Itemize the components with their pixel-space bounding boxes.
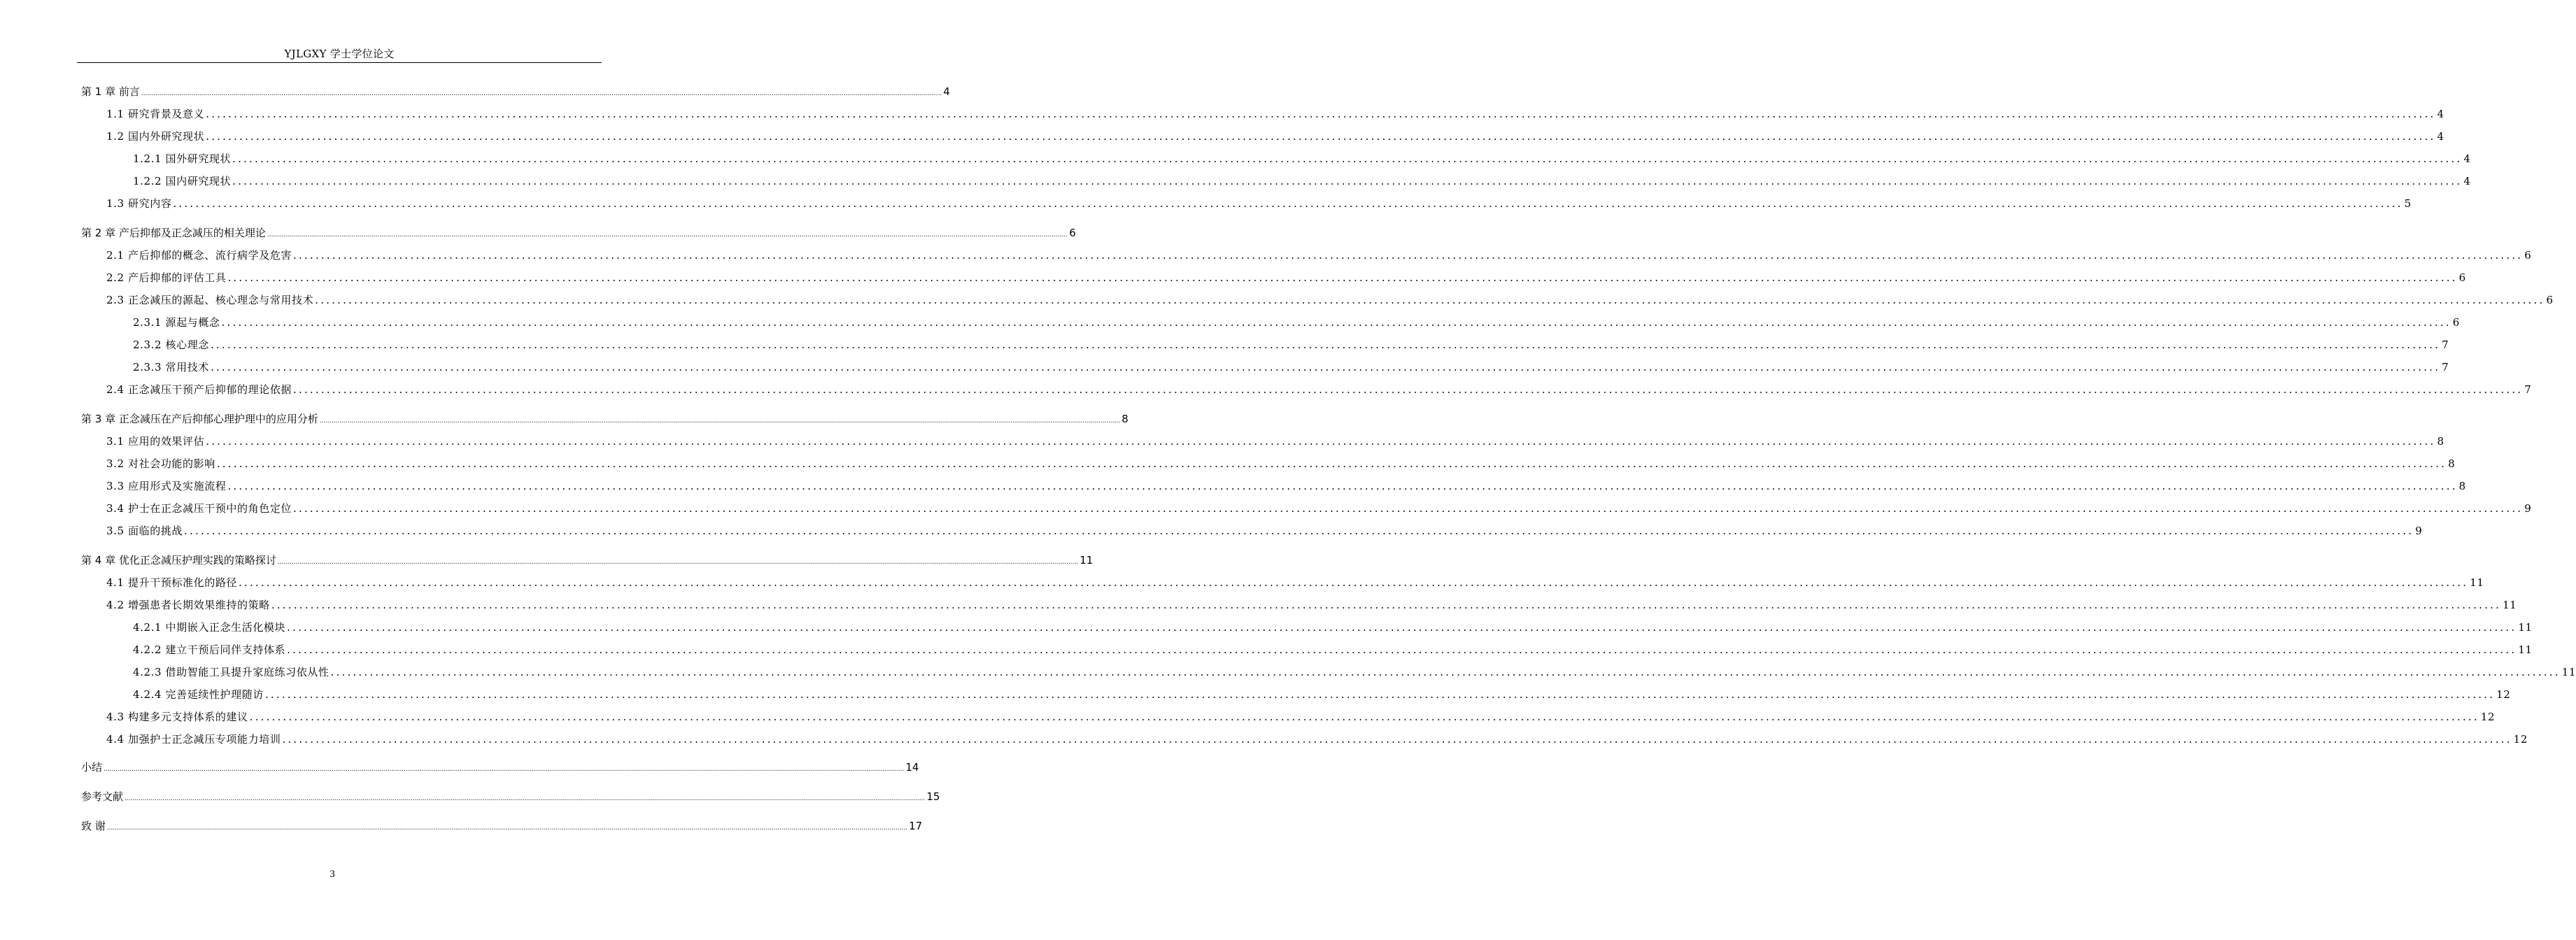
toc-section-entry[interactable] [133,359,2449,375]
toc-entry-title: 4.2.1 中期嵌入正念生活化模块 [133,621,286,634]
toc-page-number: 11 [2518,621,2533,634]
toc-page-number: 9 [2415,525,2423,537]
toc-section-entry[interactable] [106,270,2466,285]
toc-page-number: 4 [2463,175,2471,187]
toc-section-entry[interactable] [106,597,2517,613]
dot-leader: ................................................................................................................................................................................................................................................................................................................................................................................................................ [330,666,2561,678]
toc-chapter-entry[interactable] [81,225,1076,241]
toc-section-entry[interactable] [106,106,2444,122]
toc-section-entry[interactable] [133,173,2471,189]
dot-leader: ................................................................................................................................................................................................................................................................................................................................................................................................................ [104,766,905,773]
toc-page-number: 4 [943,85,950,98]
toc-chapter-entry[interactable] [81,760,919,775]
toc-page-number: 6 [2524,249,2532,262]
page-number: 3 [330,869,335,880]
toc-page-number: 11 [2518,643,2533,656]
dot-leader: ................................................................................................................................................................................................................................................................................................................................................................................................................ [239,576,2469,589]
dot-leader: ................................................................................................................................................................................................................................................................................................................................................................................................................ [264,688,2496,701]
toc-page-number: 14 [905,761,919,774]
toc-entry-title: 4.1 提升干预标准化的路径 [106,576,238,589]
toc-page-number: 7 [2442,361,2449,373]
dot-leader: ................................................................................................................................................................................................................................................................................................................................................................................................................ [271,599,2502,611]
toc-section-entry[interactable] [133,642,2533,657]
dot-leader: ................................................................................................................................................................................................................................................................................................................................................................................................................ [210,339,2441,351]
toc-entry-title: 3.2 对社会功能的影响 [106,457,215,470]
toc-section-entry[interactable] [106,456,2456,471]
dot-leader: ................................................................................................................................................................................................................................................................................................................................................................................................................ [249,711,2479,723]
dot-leader: ................................................................................................................................................................................................................................................................................................................................................................................................................ [227,480,2458,492]
toc-section-entry[interactable] [106,478,2466,494]
toc-entry-title: 第 2 章 产后抑郁及正念减压的相关理论 [81,227,266,239]
toc-entry-title: 2.3.2 核心理念 [133,339,209,351]
toc-entry-title: 致 谢 [81,820,106,832]
toc-page-number: 7 [2524,383,2532,396]
dot-leader: ................................................................................................................................................................................................................................................................................................................................................................................................................ [125,795,926,802]
toc-section-entry[interactable] [133,337,2449,352]
toc-chapter-entry[interactable] [81,411,1128,427]
dot-leader: ................................................................................................................................................................................................................................................................................................................................................................................................................ [210,361,2441,373]
toc-page-number: 11 [2470,576,2484,589]
toc-page-number: 6 [1069,227,1076,239]
toc-chapter-entry[interactable] [81,84,950,99]
dot-leader: ................................................................................................................................................................................................................................................................................................................................................................................................................ [293,383,2524,396]
toc-page-number: 15 [926,790,940,803]
toc-entry-title: 1.2.2 国内研究现状 [133,175,232,187]
dot-leader: ................................................................................................................................................................................................................................................................................................................................................................................................................ [319,418,1121,425]
dot-leader: ................................................................................................................................................................................................................................................................................................................................................................................................................ [173,197,2403,210]
dot-leader: ................................................................................................................................................................................................................................................................................................................................................................................................................ [315,294,2545,306]
toc-entry-title: 1.3 研究内容 [106,197,172,210]
toc-entry-title: 第 1 章 前言 [81,85,140,98]
toc-page-number: 6 [2452,316,2460,329]
toc-entry-title: 2.3 正念减压的源起、核心理念与常用技术 [106,294,314,306]
toc-entry-title: 3.4 护士在正念减压干预中的角色定位 [106,502,292,515]
dot-leader: ................................................................................................................................................................................................................................................................................................................................................................................................................ [287,621,2517,634]
toc-chapter-entry[interactable] [81,553,1094,568]
toc-page-number: 12 [2496,688,2511,701]
toc-chapter-entry[interactable] [81,818,923,834]
dot-leader: ................................................................................................................................................................................................................................................................................................................................................................................................................ [293,502,2524,515]
toc-page-number: 4 [2463,152,2471,165]
toc-section-entry[interactable] [133,151,2471,166]
toc-section-entry[interactable] [133,664,2576,680]
toc-section-entry[interactable] [106,196,2412,211]
header-rule [77,62,602,63]
toc-entry-title: 3.5 面临的挑战 [106,525,183,537]
toc-entry-title: 2.2 产后抑郁的评估工具 [106,271,227,284]
toc-page-number: 4 [2437,130,2444,143]
toc-page-number: 8 [2458,480,2466,492]
dot-leader: ................................................................................................................................................................................................................................................................................................................................................................................................................ [267,232,1068,238]
dot-leader: ................................................................................................................................................................................................................................................................................................................................................................................................................ [287,643,2517,656]
toc-entry-title: 3.1 应用的效果评估 [106,435,205,448]
toc-entry-title: 1.2 国内外研究现状 [106,130,205,143]
toc-page-number: 17 [909,820,923,832]
toc-chapter-entry[interactable] [81,789,940,804]
toc-section-entry[interactable] [106,292,2554,308]
toc-page-number: 4 [2437,108,2444,120]
toc-section-entry[interactable] [106,523,2423,539]
toc-page-number: 5 [2404,197,2412,210]
dot-leader: ................................................................................................................................................................................................................................................................................................................................................................................................................ [206,435,2436,448]
running-header: YJLGXY 学士学位论文 [284,48,395,60]
toc-page-number: 6 [2546,294,2554,306]
toc-entry-title: 4.2 增强患者长期效果维持的策略 [106,599,270,611]
dot-leader: ................................................................................................................................................................................................................................................................................................................................................................................................................ [184,525,2414,537]
dot-leader: ................................................................................................................................................................................................................................................................................................................................................................................................................ [293,249,2524,262]
toc-section-entry[interactable] [106,501,2532,516]
toc-page-number: 8 [2448,457,2456,470]
dot-leader: ................................................................................................................................................................................................................................................................................................................................................................................................................ [216,457,2447,470]
toc-page-number: 7 [2442,339,2449,351]
toc-entry-title: 4.2.4 完善延续性护理随访 [133,688,264,701]
dot-leader: ................................................................................................................................................................................................................................................................................................................................................................................................................ [206,108,2436,120]
toc-entry-title: 2.4 正念减压干预产后抑郁的理论依据 [106,383,292,396]
dot-leader: ................................................................................................................................................................................................................................................................................................................................................................................................................ [277,559,1079,566]
toc-section-entry[interactable] [106,709,2496,725]
toc-page-number: 11 [2561,666,2576,678]
toc-section-entry[interactable] [133,315,2460,330]
toc-section-entry[interactable] [133,687,2511,702]
dot-leader: ................................................................................................................................................................................................................................................................................................................................................................................................................ [232,175,2463,187]
toc-page-number: 9 [2524,502,2532,515]
toc-entry-title: 4.3 构建多元支持体系的建议 [106,711,248,723]
toc-section-entry[interactable] [106,575,2484,590]
toc-entry-title: 4.2.2 建立干预后同伴支持体系 [133,643,286,656]
toc-page-number: 12 [2513,733,2528,746]
dot-leader: ................................................................................................................................................................................................................................................................................................................................................................................................................ [227,271,2458,284]
toc-section-entry[interactable] [106,129,2444,144]
toc-entry-title: 1.1 研究背景及意义 [106,108,205,120]
toc-entry-title: 2.3.3 常用技术 [133,361,209,373]
toc-entry-title: 参考文献 [81,790,124,803]
toc-page-number: 11 [1080,554,1094,567]
toc-entry-title: 2.1 产后抑郁的概念、流行病学及危害 [106,249,292,262]
toc-entry-title: 小结 [81,761,103,774]
toc-page-number: 8 [1121,413,1128,425]
toc-entry-title: 第 4 章 优化正念减压护理实践的策略探讨 [81,554,276,567]
toc-section-entry[interactable] [106,732,2528,747]
toc-section-entry[interactable] [133,620,2533,635]
toc-entry-title: 第 3 章 正念减压在产后抑郁心理护理中的应用分析 [81,413,318,425]
toc-entry-title: 2.3.1 源起与概念 [133,316,220,329]
toc-page-number: 8 [2437,435,2444,448]
dot-leader: ................................................................................................................................................................................................................................................................................................................................................................................................................ [106,825,908,832]
dot-leader: ................................................................................................................................................................................................................................................................................................................................................................................................................ [282,733,2512,746]
toc-page-number: 12 [2480,711,2496,723]
toc-entry-title: 4.2.3 借助智能工具提升家庭练习依从性 [133,666,330,678]
toc-section-entry[interactable] [106,248,2532,263]
toc-section-entry[interactable] [106,382,2532,397]
dot-leader: ................................................................................................................................................................................................................................................................................................................................................................................................................ [221,316,2451,329]
toc-entry-title: 1.2.1 国外研究现状 [133,152,232,165]
dot-leader: ................................................................................................................................................................................................................................................................................................................................................................................................................ [232,152,2463,165]
toc-page-number: 11 [2503,599,2517,611]
toc-section-entry[interactable] [106,434,2444,449]
dot-leader: ................................................................................................................................................................................................................................................................................................................................................................................................................ [206,130,2436,143]
toc-entry-title: 3.3 应用形式及实施流程 [106,480,227,492]
toc-entry-title: 4.4 加强护士正念减压专项能力培训 [106,733,281,746]
dot-leader: ................................................................................................................................................................................................................................................................................................................................................................................................................ [141,90,942,97]
toc-page-number: 6 [2458,271,2466,284]
